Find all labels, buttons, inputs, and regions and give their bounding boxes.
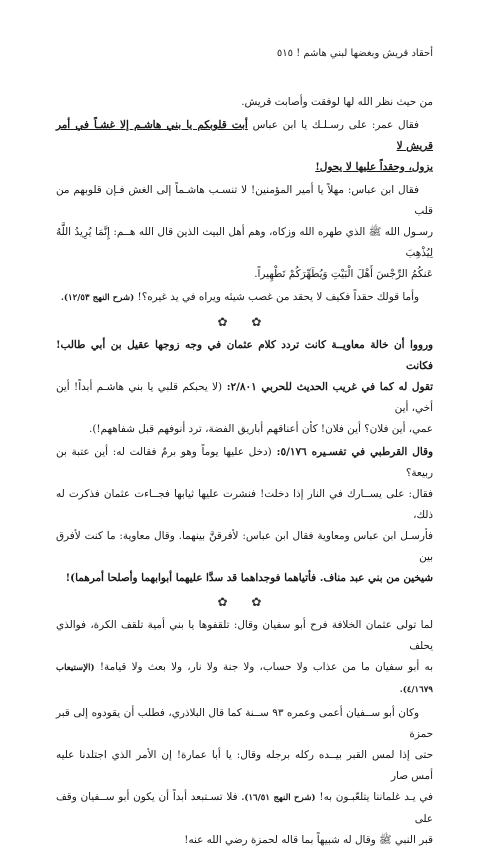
text-run: في يـد غلماننا يتلعّبـون به!: [315, 791, 434, 803]
citation: (شرح النهج ١٦/٥١).: [241, 793, 316, 803]
section-divider-ornament: ✿ ✿: [217, 315, 272, 329]
text-line: [56, 615, 433, 657]
text-run: (لا يحبكم قلبي يا بني هاشـم أبداً! أين أخي، أين: [56, 381, 433, 414]
text-run: من حيث نظر الله لها لوفقت وأصابت قريش.: [241, 96, 433, 108]
text-line: [56, 526, 433, 568]
text-run: تقول له كما في غريب الحديث للحربي ٢/٨٠١:: [222, 381, 433, 393]
citation: (شرح النهج ١٢/٥٣).: [60, 293, 135, 303]
text-line: [56, 377, 433, 419]
text-line: [56, 745, 433, 787]
text-run: يزول، وحقداً عليها لا يحول!: [315, 161, 433, 173]
text-run: فقال ابن عباس: مهلاً يا أمير المؤمنين! لا تنسـب هاشـماً إلى الغش فـإن قلوبهم من قلب: [56, 184, 433, 217]
running-header: أحقاد قريش وبغضها لبني هاشم ! ٥١٥: [276, 48, 433, 59]
text-line: [56, 222, 433, 264]
book-text: [56, 92, 433, 853]
text-line: [56, 703, 433, 745]
text-line: [56, 442, 433, 484]
section-divider-ornament: ✿ ✿: [217, 595, 272, 609]
text-line: [56, 484, 433, 526]
text-line: [56, 830, 433, 851]
text-line: [56, 264, 433, 285]
text-run: رسـول الله ﷺ الذي طهره الله وزكاه، وهم أهل البيت الذين قال الله هــم: إِنَّمَا يُرِيدُ اللَّهُ لِيُذْهِبَ: [56, 226, 433, 259]
text-run: وقال القرطبي في تفسـيره ٥/١٧٦:: [271, 446, 433, 458]
text-line: [56, 92, 433, 113]
text-run: حتى إذا لمس القبر بيــده ركله برجله وقال: يا أبا عمارة! إن الأمر الذي اجتلدنا عليه أمس صار: [56, 749, 433, 782]
text-line: [56, 787, 433, 830]
text-line: [56, 180, 433, 222]
text-run: لما تولى عثمان الخلافة فرح أبو سفيان وقال: تلقفوها يا بني أمية تلقف الكرة، فوالذي يحلف: [56, 619, 433, 652]
citation: (الإستيعاب ٤/١٦٧٩).: [56, 663, 433, 695]
text-line: [56, 335, 433, 377]
text-run: عمي، أين فلان؟ أين فلان! كأن أعناقهم أباريق الفضة، ترد أنوفهم قبل شفاههم!).: [89, 423, 433, 435]
text-run: (دخل عليها يوماً وهو برمٌ فقالت له: أين عتبة بن ربيعة؟: [56, 446, 433, 479]
text-run: فقال عمر: على رسـلـك يا ابن عباس: [247, 119, 419, 131]
text-line: [56, 287, 433, 309]
text-run: وكان أبو ســفيان أعمى وعمره ٩٣ ســنة كما قال البلاذري، فطلب أن يقودوه إلى قبر حمزة: [56, 707, 433, 740]
text-run: شيخين من بني عبد مناف. فأتياهما فوجداهما قد سدَّا عليهما أبوابهما وأصلحا أمرهما)!: [65, 572, 433, 584]
text-line: [56, 568, 433, 589]
text-run: فقال: على يســارك في النار إذا دخلت! فنشرت عليها ثيابها فجــاءت عثمان فذكرت له ذلك،: [56, 488, 433, 521]
text-run: فأرسـل ابن عباس ومعاوية فقال ابن عباس: لأفرقنَّ بينهما. وقال معاوية: ما كنت لأفرق بين: [56, 530, 433, 563]
text-run: فلا تسـتبعد أبداً أن يكون أبو ســفيان وقف على: [56, 791, 433, 825]
text-run: قبر النبي ﷺ وقال له شبيهاً بما قاله لحمزة رضي الله عنه!: [184, 834, 433, 846]
text-line: [56, 657, 433, 701]
text-run: أبت قلوبكم يا بني هاشـم إلا غشـاً في أمر قريش لا: [56, 119, 433, 152]
text-line: [56, 157, 433, 178]
text-run: ورووا أن خالة معاويــة كانت تردد كلام عثمان في وجه زوجها عقيل بن أبي طالب! فكانت: [56, 339, 433, 372]
text-run: عَنكُمُ الرِّجْسَ أَهْلَ الْبَيْتِ وَيُطَهِّرَكُمْ تَطْهِيراً.: [254, 268, 433, 280]
text-line: [56, 419, 433, 440]
text-run: به أبو سفيان ما من عذاب ولا حساب، ولا جنة ولا نار، ولا بعث ولا قيامة!: [94, 661, 433, 673]
text-line: [56, 115, 433, 157]
text-run: وأما قولك حقداً فكيف لا يحقد من غصب شيئه ويراه في يد غيره؟!: [134, 291, 419, 303]
